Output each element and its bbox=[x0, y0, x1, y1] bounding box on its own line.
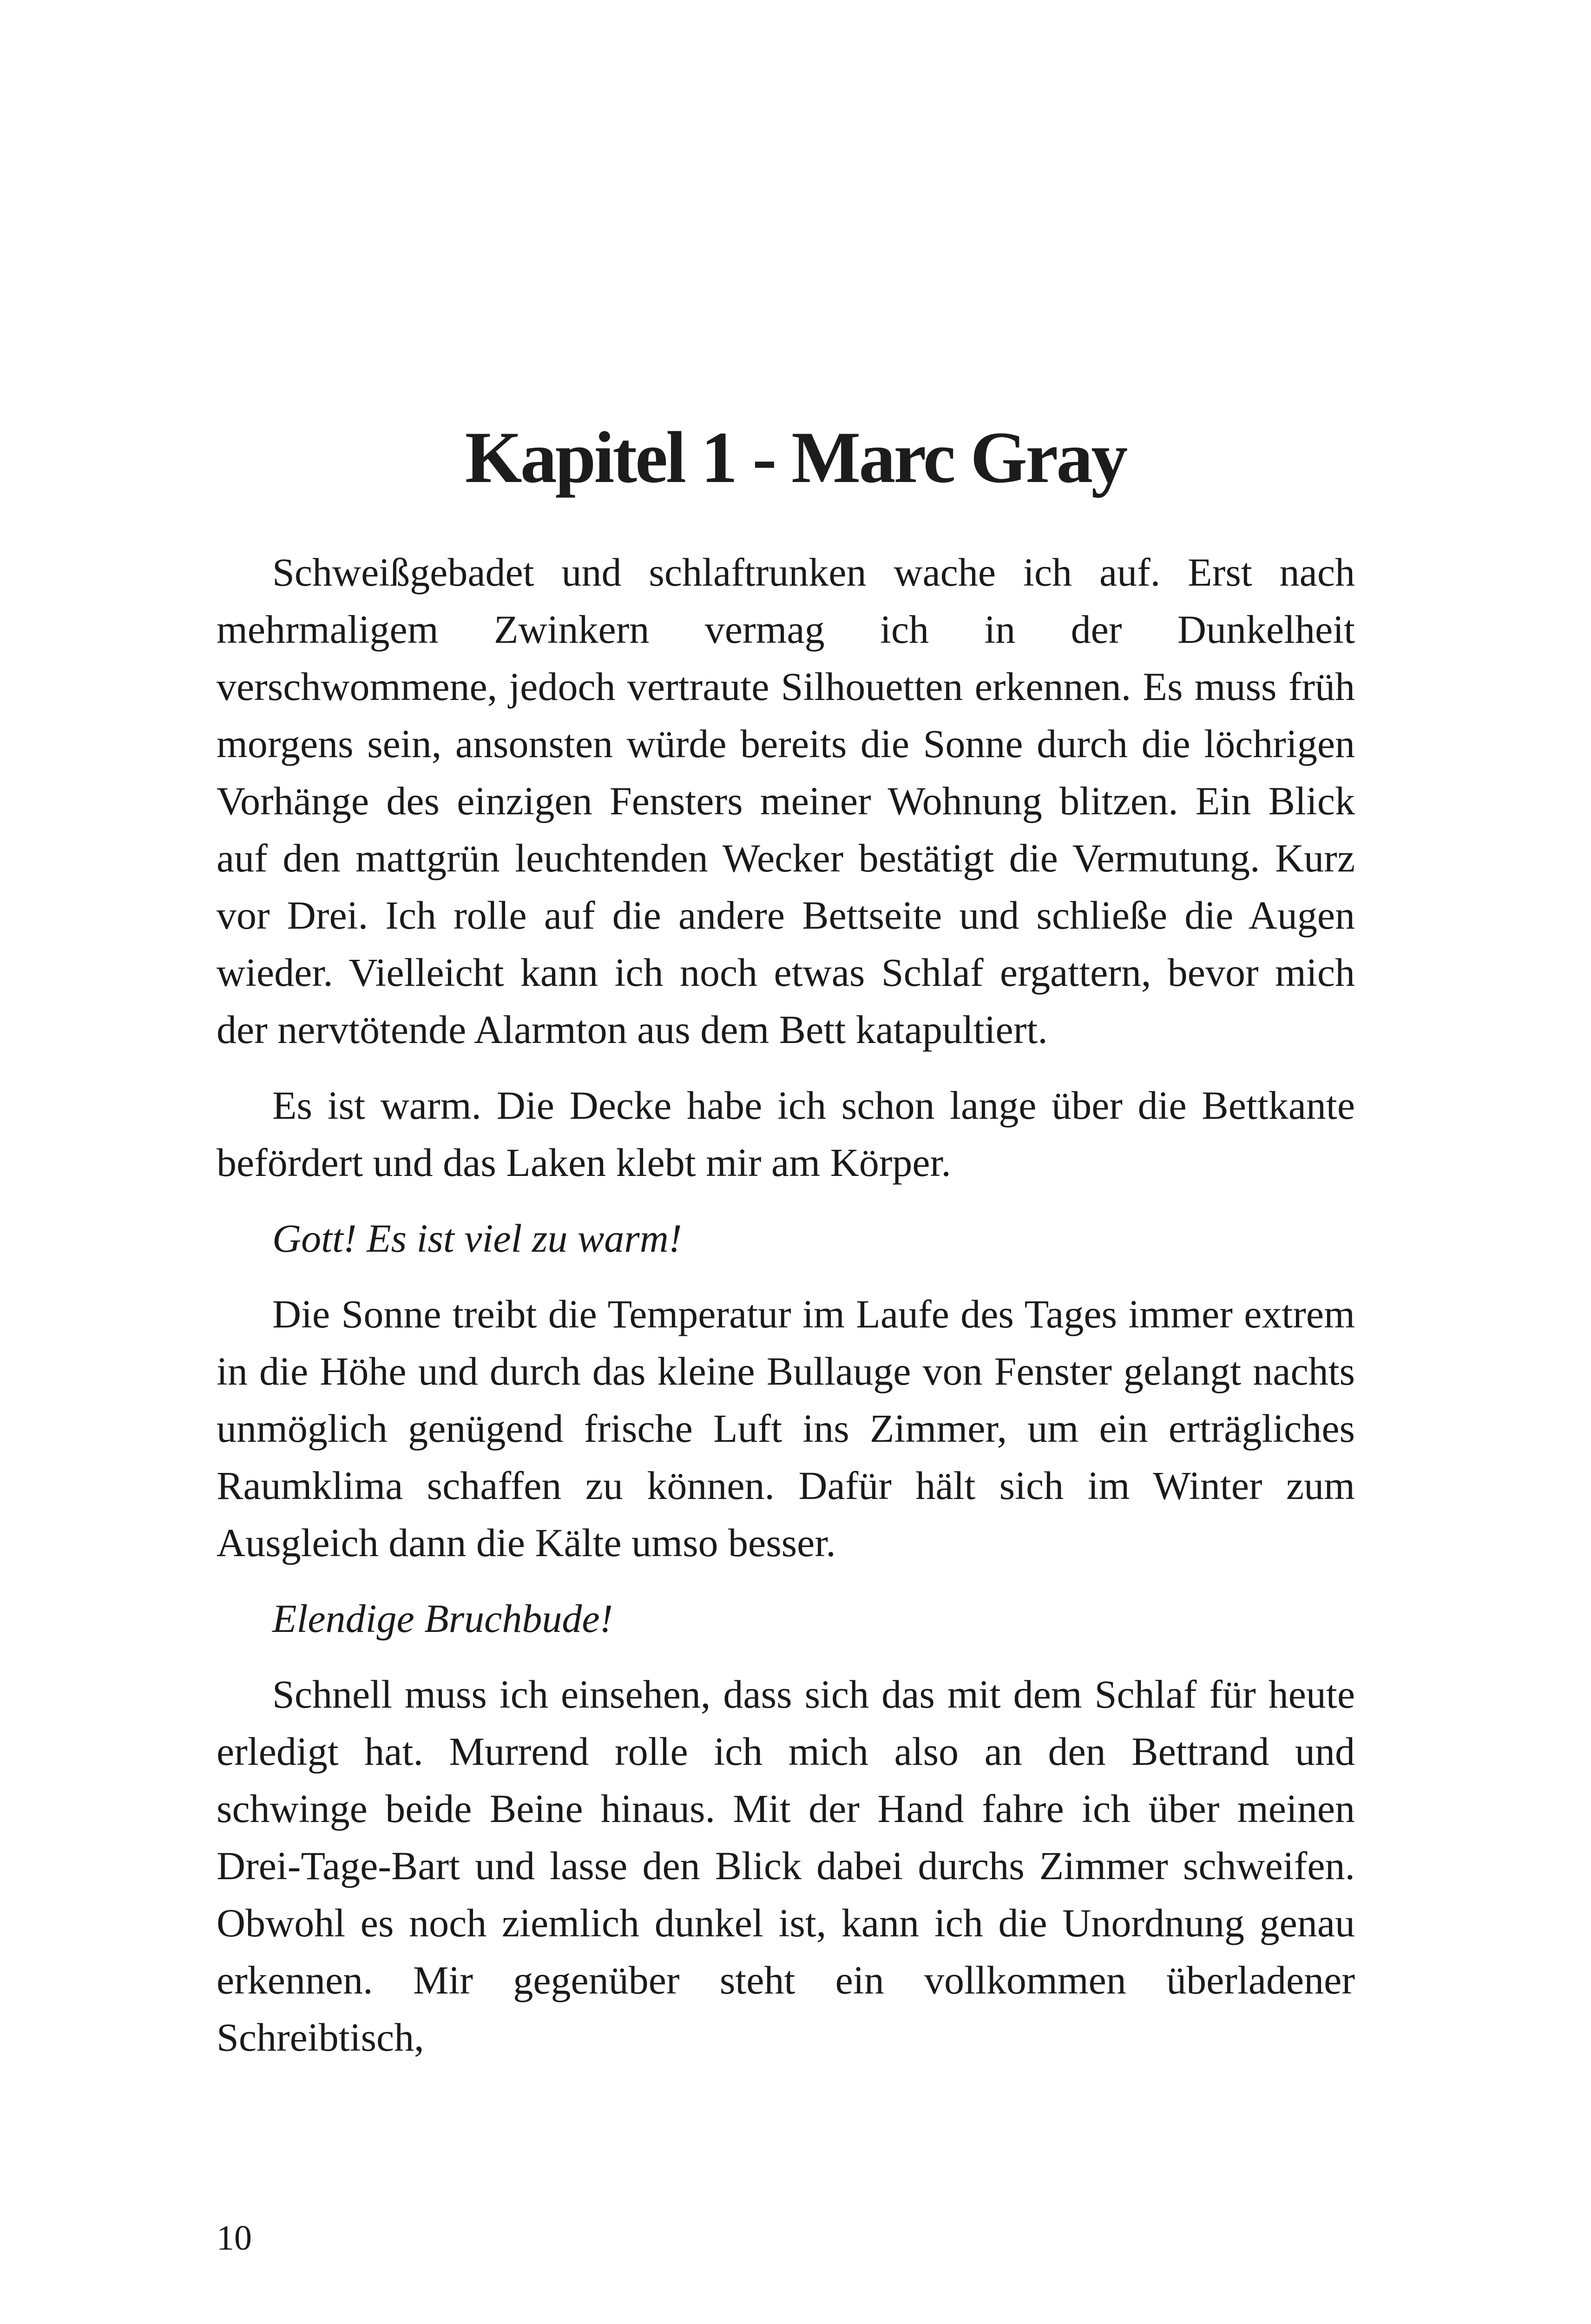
chapter-body bbox=[217, 544, 1355, 2085]
paragraph-2: Es ist warm. Die Decke habe ich schon lange über die Bettkante befördert und das Laken klebt mir am Körper. bbox=[217, 1083, 1355, 1185]
paragraph-1: Schweißgebadet und schlaftrunken wache ich auf. Erst nach mehrmaligem Zwinkern vermag ich in der Dunkelheit verschwommene, jedoch vertraute Silhouetten erkennen. Es muss früh morgens sein, ansonsten würde bereits die Sonne durch die löchrigen Vorhänge des einzigen Fensters meiner Wohnung blitzen. Ein Blick auf den mattgrün leuchtenden Wecker bestätigt die Vermutung. Kurz vor Drei. Ich rolle auf die andere Bettseite und schließe die Augen wieder. Vielleicht kann ich noch etwas Schlaf ergattern, bevor mich der nervtötende Alarmton aus dem Bett katapultiert. bbox=[217, 550, 1355, 1052]
paragraph-4: Schnell muss ich einsehen, dass sich das mit dem Schlaf für heute erledigt hat. Murrend rolle ich mich also an den Bettrand und schwinge beide Beine hinaus. Mit der Hand fahre ich über meinen Drei-Tage-Bart und lasse den Blick dabei durchs Zimmer schweifen. Obwohl es noch ziemlich dunkel ist, kann ich die Unordnung genau erkennen. Mir gegenüber steht ein vollkommen überladener Schreibtisch, bbox=[217, 1672, 1355, 2060]
page-number: 10 bbox=[217, 2218, 252, 2258]
italic-thought-2: Elendige Bruchbude! bbox=[272, 1596, 613, 1641]
paragraph-3: Die Sonne treibt die Temperatur im Laufe des Tages immer extrem in die Höhe und durch das kleine Bullauge von Fenster gelangt nachts unmöglich genügend frische Luft ins Zimmer, um ein erträgliches Raumklima schaffen zu können. Dafür hält sich im Winter zum Ausgleich dann die Kälte umso besser. bbox=[217, 1292, 1355, 1565]
italic-thought-1: Gott! Es ist viel zu warm! bbox=[272, 1216, 682, 1261]
chapter-title: Kapitel 1 - Marc Gray bbox=[465, 417, 1126, 498]
